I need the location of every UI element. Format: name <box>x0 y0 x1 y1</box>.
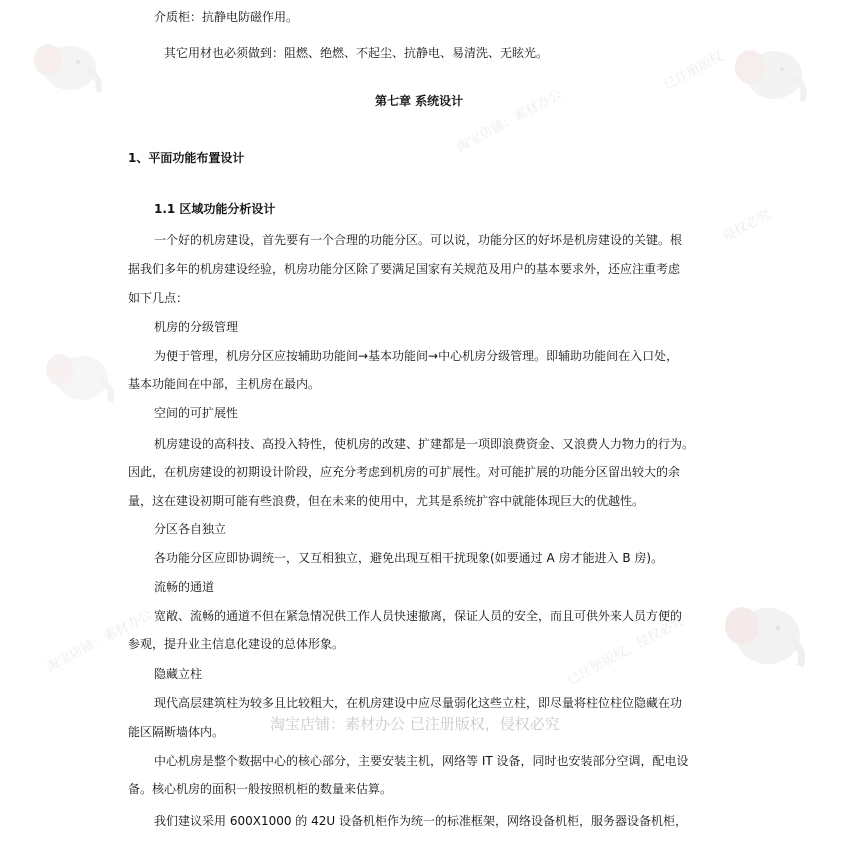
body-line: 量，这在建设初期可能有些浪费，但在未来的使用中，尤其是系统扩容中就能体现巨大的优越性。 <box>128 494 645 508</box>
faint-watermark: 已注册版权 <box>661 49 726 94</box>
body-line: 宽敞、流畅的通道不但在紧急情况供工作人员快速撤离，保证人员的安全，而且可供外来人员方便的 <box>154 609 683 623</box>
faint-watermark: 淘宝店铺：素材办公 <box>44 607 155 676</box>
topic-label: 流畅的通道 <box>154 580 215 594</box>
topic-label: 隐藏立柱 <box>154 667 203 681</box>
body-line: 一个好的机房建设，首先要有一个合理的功能分区。可以说，功能分区的好坏是机房建设的关键。根 <box>154 233 683 247</box>
body-line: 如下几点： <box>128 291 189 305</box>
elephant-watermark-icon <box>730 35 815 110</box>
body-line: 我们建议采用 600X1000 的 42U 设备机柜作为统一的标准框架，网络设备机柜，服务器设备机柜， <box>154 814 687 828</box>
body-line: 为便于管理，机房分区应按辅助功能间→基本功能间→中心机房分级管理。即辅助功能间在入口处， <box>154 349 679 363</box>
body-line: 备。核心机房的面积一般按照机柜的数量来估算。 <box>128 782 393 796</box>
body-line: 参观，提升业主信息化建设的总体形象。 <box>128 637 345 651</box>
faint-watermark: 淘宝店铺：素材办公 <box>454 87 565 156</box>
copyright-watermark: 淘宝店铺：素材办公 已注册版权，侵权必究 <box>270 715 560 733</box>
elephant-watermark-icon <box>40 340 120 410</box>
body-line: 据我们多年的机房建设经验，机房功能分区除了要满足国家有关规范及用户的基本要求外，还应注重考虑 <box>128 262 681 276</box>
faint-watermark: 已注册版权，侵权必究 <box>565 614 687 689</box>
body-line: 能区隔断墙体内。 <box>128 725 225 739</box>
body-line: 中心机房是整个数据中心的核心部分，主要安装主机，网络等 IT 设备，同时也安装部分空调，配电设 <box>154 754 689 768</box>
elephant-watermark-icon <box>28 30 108 100</box>
body-line: 其它用材也必须做到：阻燃、绝燃、不起尘、抗静电、易清洗、无眩光。 <box>164 46 549 60</box>
subsection-heading: 1.1 区域功能分析设计 <box>154 202 276 216</box>
body-line: 介质柜：抗静电防磁作用。 <box>154 10 299 24</box>
body-line: 现代高层建筑柱为较多且比较粗大，在机房建设中应尽量弱化这些立柱，即尽量将柱位柱位隐藏在功 <box>154 696 683 710</box>
topic-label: 机房的分级管理 <box>154 320 239 334</box>
body-line: 各功能分区应即协调统一，又互相独立，避免出现互相干扰现象(如要通过 A 房才能进入 B 房)。 <box>154 551 664 565</box>
topic-label: 空间的可扩展性 <box>154 406 239 420</box>
elephant-watermark-icon <box>720 590 815 675</box>
faint-watermark: 侵权必究 <box>720 207 774 246</box>
topic-label: 分区各自独立 <box>154 522 227 536</box>
chapter-title: 第七章 系统设计 <box>375 94 464 108</box>
body-line: 机房建设的高科技、高投入特性，使机房的改建、扩建都是一项即浪费资金、又浪费人力物力的行为。 <box>154 437 695 451</box>
section-heading: 1、平面功能布置设计 <box>128 151 245 165</box>
body-line: 因此，在机房建设的初期设计阶段，应充分考虑到机房的可扩展性。对可能扩展的功能分区留出较大的余 <box>128 465 681 479</box>
body-line: 基本功能间在中部，主机房在最内。 <box>128 377 321 391</box>
